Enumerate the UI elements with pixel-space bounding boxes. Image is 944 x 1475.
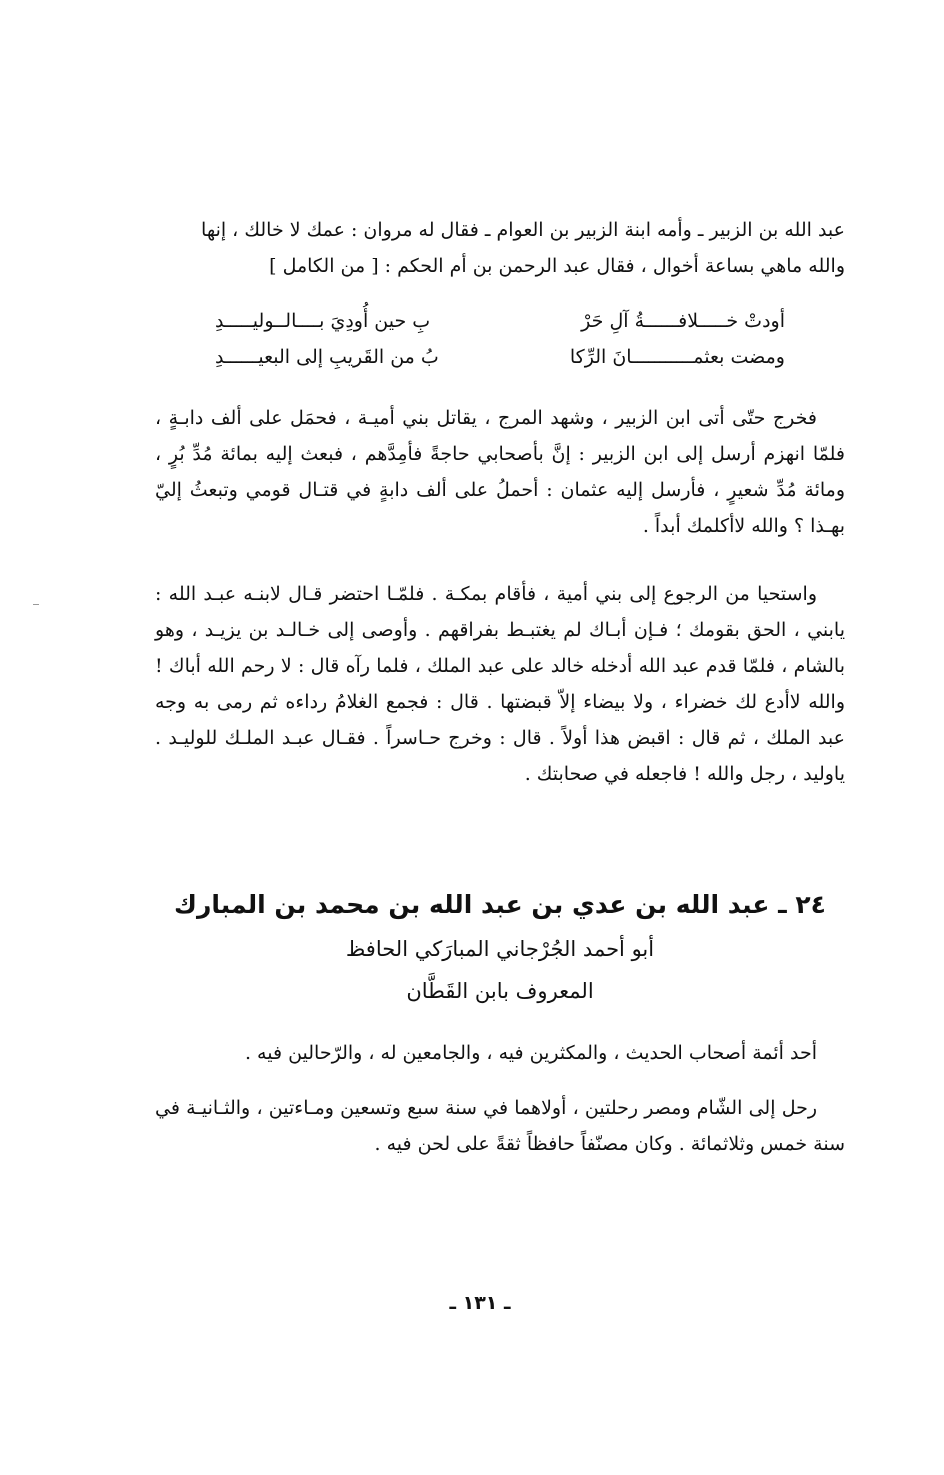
poem-second-hemistich: بُ من القَريبِ إلى البعيــــــدِ xyxy=(215,346,439,368)
paragraph-block xyxy=(155,1035,845,1071)
paragraph-block xyxy=(155,400,845,544)
text-line: والله ماهي بساعة أخوال ، فقال عبد الرحمن بن أم الحكم : [ من الكامل ] xyxy=(269,255,845,277)
paragraph-block xyxy=(155,576,845,792)
opening-text-block xyxy=(155,212,845,284)
poem-verse xyxy=(215,303,785,339)
entry-known-as: المعروف بابن القَطَّان xyxy=(406,979,594,1003)
entry-title: ٢٤ ـ عبد الله بن عدي بن عبد الله بن محمد بن المبارك xyxy=(174,890,826,919)
poem-first-hemistich: ومضت بعثمـــــــــــانَ الرِّكا xyxy=(569,346,785,368)
poem-verse xyxy=(215,339,785,375)
entry-subtitle: أبو أحمد الجُرْجاني المبارَكي الحافظ xyxy=(345,937,655,961)
text-line: عبد الله بن الزبير ـ وأمه ابنة الزبير بن العوام ـ فقال له مروان : عمك لا خالك ، إنها xyxy=(201,219,845,241)
paragraph: واستحيا من الرجوع إلى بني أمية ، فأقام بمكـة . فلمّـا احتضر قـال لابنـه عبـد الله : يابني ، الحق بقومك ؛ فـإن أبـاك لم يغتبـط بفراقهم . وأوصى إلى خـالـد بن يزيـد ، وهو بالشام ، فلمّا قدم عبد الله أدخله خالد على عبد الملك ، فلما رآه قال : لا رحم الله أباك ! والله لاأدع لك خضراء ، ولا بيضاء إلاّ قبضتها . قال : فجمع الغلامُ رداءه ثم رمى به وجه عبد الملك ، ثم قال : اقبض هذا أولاً . قال : وخرج حـاسراً . فقـال عبـد الملـك للوليـد . ياوليد ، رجل والله ! فاجعله في صحابتك . xyxy=(155,583,845,785)
poem-first-hemistich: أودتْ خـــــلافــــــةُ آلِ حَرْ xyxy=(581,310,785,332)
page-number: ـ ١٣١ ـ xyxy=(449,1292,511,1314)
margin-mark xyxy=(33,604,39,605)
entry-heading xyxy=(155,882,845,1012)
poem xyxy=(215,303,785,375)
paragraph: فخرج حتّى أتى ابن الزبير ، وشهد المرج ، يقاتل بني أميـة ، فحمَل على ألف دابـةٍ ، فلمّا انهزم أرسل إلى ابن الزبير : إنَّ بأصحابي حاجةً فأمِدَّهم ، فبعث إليه بمائة مُدِّ بُرٍ ، ومائة مُدِّ شعيرٍ ، فأرسل إليه عثمان : أحملُ على ألف دابةٍ في قتـال قومي وتبعثُ إليّ بهـذا ؟ والله لاأكلمك أبداً . xyxy=(155,407,845,537)
paragraph: رحل إلى الشّام ومصر رحلتين ، أولاهما في سنة سبع وتسعين ومـاءتين ، والثـانيـة في سنة خمس وثلاثمائة . وكان مصنّفاً حافظاً ثقةً على لحن فيه . xyxy=(155,1097,845,1155)
paragraph-block xyxy=(155,1090,845,1162)
poem-second-hemistich: بِ حين أُودِيَ بــــالــوليـــــدِ xyxy=(215,310,431,332)
paragraph: أحد أئمة أصحاب الحديث ، والمكثرين فيه ، والجامعين له ، والرّحالين فيه . xyxy=(244,1042,817,1064)
